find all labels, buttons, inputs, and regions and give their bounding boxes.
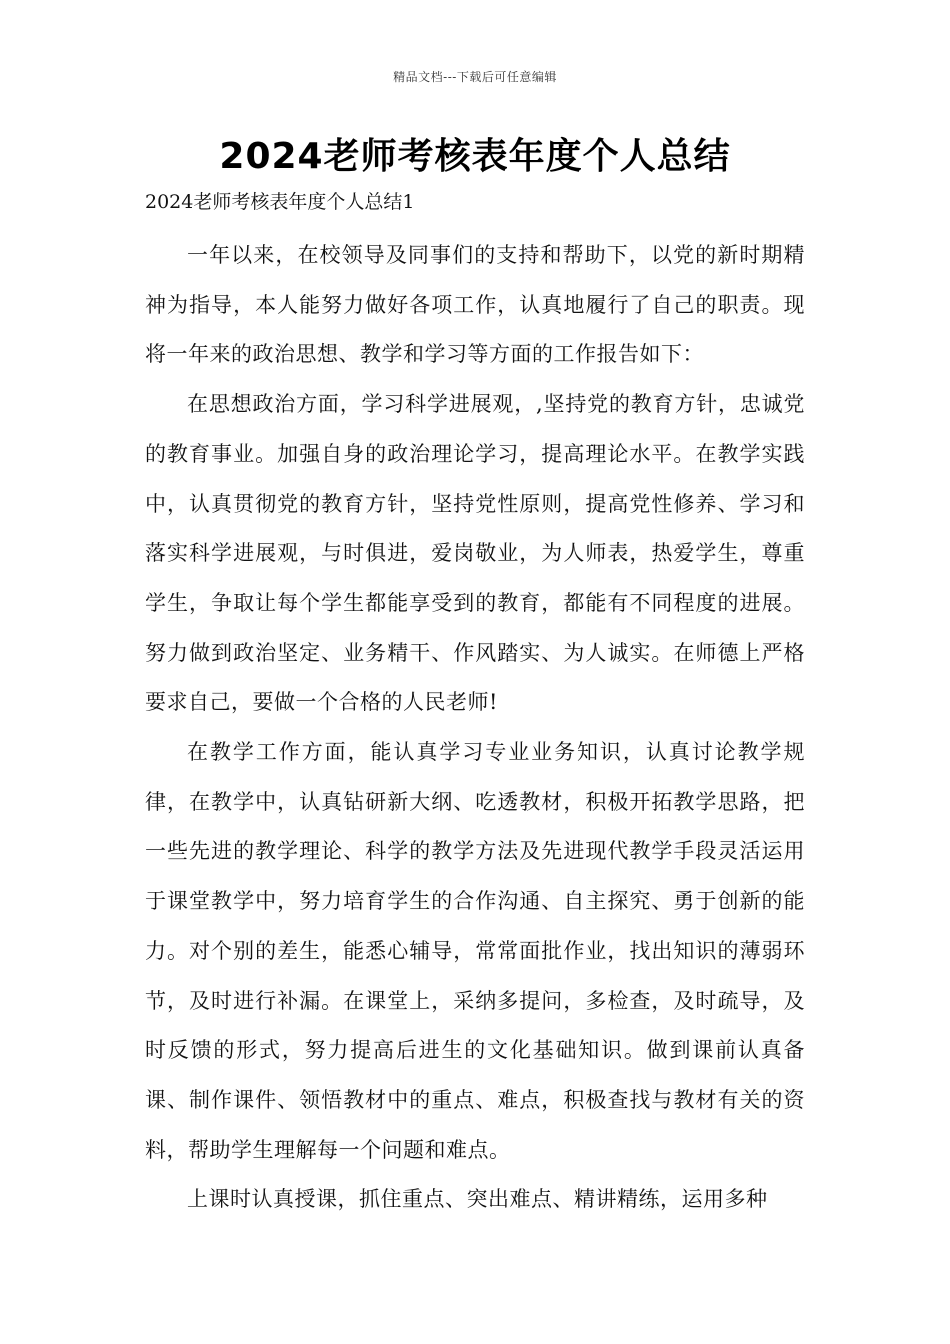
paragraph: 在思想政治方面，学习科学进展观，,坚持党的教育方针，忠诚党的教育事业。加强自身的政治理论学习，提高理论水平。在教学实践中，认真贯彻党的教育方针，坚持党性原则，提高党性修养、学习和落实科学进展观，与时俱进，爱岗敬业，为人师表，热爱学生，尊重学生，争取让每个学生都能享受到的教育，都能有不同程度的进展。努力做到政治坚定、业务精干、作风踏实、为人诚实。在师德上严格要求自己，要做一个合格的人民老师! [145, 392, 805, 715]
document-body [145, 231, 805, 1225]
document-subtitle: 2024老师考核表年度个人总结1 [145, 191, 415, 213]
paragraph: 在教学工作方面，能认真学习专业业务知识，认真讨论教学规律，在教学中，认真钻研新大纲、吃透教材，积极开拓教学思路，把一些先进的教学理论、科学的教学方法及先进现代教学手段灵活运用于课堂教学中，努力培育学生的合作沟通、自主探究、勇于创新的能力。对个别的差生，能悉心辅导，常常面批作业，找出知识的薄弱环节，及时进行补漏。在课堂上，采纳多提问，多检查，及时疏导，及时反馈的形式，努力提高后进生的文化基础知识。做到课前认真备课、制作课件、领悟教材中的重点、难点，积极查找与教材有关的资料，帮助学生理解每一个问题和难点。 [145, 740, 805, 1162]
paragraph: 上课时认真授课，抓住重点、突出难点、精讲精练，运用多种 [187, 1187, 768, 1212]
paragraph: 一年以来，在校领导及同事们的支持和帮助下，以党的新时期精神为指导，本人能努力做好各项工作，认真地履行了自己的职责。现将一年来的政治思想、教学和学习等方面的工作报告如下： [145, 243, 805, 367]
document-title: 2024老师考核表年度个人总结 [219, 136, 731, 177]
page-header: 精品文档---下载后可任意编辑 [393, 70, 557, 84]
